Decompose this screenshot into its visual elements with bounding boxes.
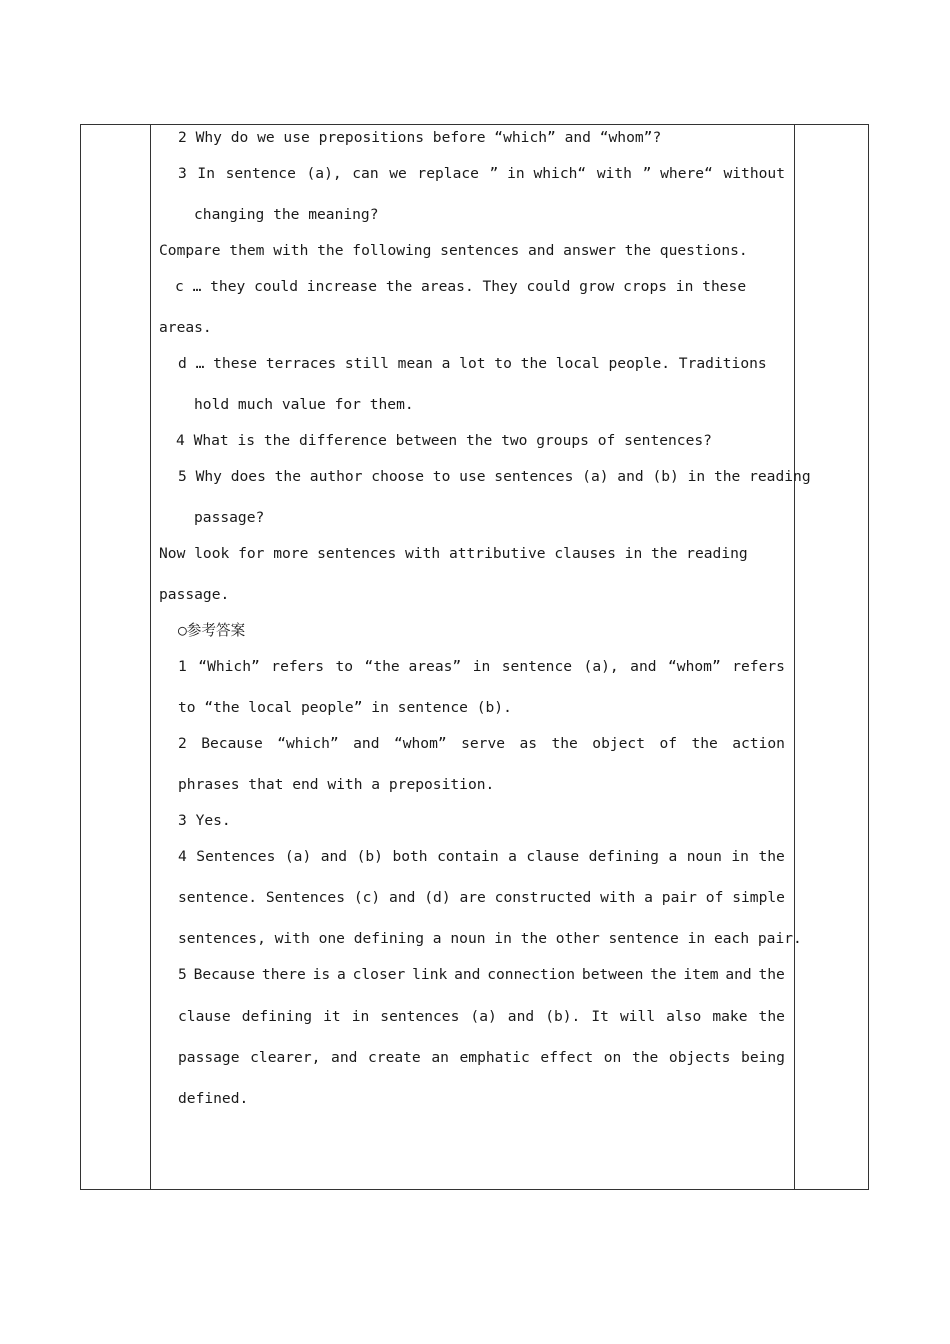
answer-4-line3: sentences, with one defining a noun in the other sentence in each pair. — [178, 930, 802, 947]
word: a — [644, 889, 653, 906]
answer-5-line1 — [178, 968, 785, 983]
word: closer — [352, 966, 406, 983]
word: on — [603, 1049, 622, 1066]
word: are — [459, 889, 486, 906]
word: defining — [588, 848, 659, 865]
word: sentences — [380, 1008, 460, 1025]
word: 1 — [178, 658, 187, 675]
word: between — [581, 966, 644, 983]
column-divider-right — [794, 125, 795, 1189]
word: item — [683, 966, 719, 983]
word: both — [392, 848, 428, 865]
word: Sentences — [265, 889, 345, 906]
word: effect — [540, 1049, 594, 1066]
word: can — [352, 165, 379, 182]
column-divider-left — [150, 125, 151, 1189]
word: a — [508, 848, 517, 865]
word: constructed — [494, 889, 592, 906]
word: ” where“ — [642, 165, 713, 182]
word: simple — [732, 889, 785, 906]
word: (a), — [306, 165, 342, 182]
word: In — [197, 165, 215, 182]
word: the — [551, 735, 578, 752]
word: a — [668, 848, 678, 865]
word: sentence — [501, 658, 573, 675]
word: the — [758, 848, 785, 865]
word: “whom” — [668, 658, 721, 675]
answer-5-line2 — [178, 1010, 785, 1025]
question-5-line1: 5 Why does the author choose to use sentences (a) and (b) in the reading — [178, 468, 811, 485]
word: of — [659, 735, 678, 752]
sentence-c-line1: c … they could increase the areas. They could grow crops in these — [175, 278, 747, 295]
answer-5-line3 — [178, 1051, 785, 1066]
word: (c) — [353, 889, 381, 906]
word: without — [723, 165, 785, 182]
word: it — [323, 1008, 341, 1025]
word: in — [731, 848, 749, 865]
word: to — [335, 658, 354, 675]
word: also — [666, 1008, 702, 1025]
word: passage — [178, 1049, 240, 1066]
word: create — [368, 1049, 421, 1066]
word: is — [312, 966, 331, 983]
word: being — [741, 1049, 785, 1066]
answer-2-line2: phrases that end with a preposition. — [178, 776, 495, 793]
word: with — [600, 889, 636, 906]
word: refers — [271, 658, 324, 675]
sentence-d-line1: d … these terraces still mean a lot to the local people. Traditions — [178, 355, 767, 372]
word: (a) — [470, 1008, 497, 1025]
word: the — [631, 1049, 659, 1066]
question-2: 2 Why do we use prepositions before “which” and “whom”? — [178, 129, 662, 146]
word: defining — [241, 1008, 313, 1025]
answer-5-line4: defined. — [178, 1090, 249, 1107]
word: (d) — [424, 889, 451, 906]
word: 2 — [178, 735, 187, 752]
word: with — [596, 165, 632, 182]
answer-4-line2 — [178, 891, 785, 906]
word: an — [431, 1049, 449, 1066]
word: connection — [487, 966, 576, 983]
answer-4-line1 — [178, 850, 785, 865]
question-4: 4 What is the difference between the two groups of sentences? — [176, 432, 712, 449]
word: object — [592, 735, 645, 752]
word: the — [650, 966, 677, 983]
word: a — [337, 966, 346, 983]
answers-heading: ○参考答案 — [178, 622, 246, 639]
word: noun — [686, 848, 722, 865]
word: Because — [193, 966, 256, 983]
word: and — [389, 889, 416, 906]
answer-2-line1 — [178, 737, 785, 752]
word: It — [591, 1008, 609, 1025]
compare-instruction: Compare them with the following sentences and answer the questions. — [159, 242, 748, 259]
word: and — [331, 1049, 358, 1066]
word: will — [619, 1008, 656, 1025]
word: make — [712, 1008, 748, 1025]
question-3-line1 — [178, 167, 785, 182]
word: (b). — [545, 1008, 581, 1025]
reading-instruction-line2: passage. — [159, 586, 230, 603]
sentence-c-line2: areas. — [159, 319, 212, 336]
word: refers — [732, 658, 785, 675]
word: there — [261, 966, 306, 983]
word: (a) — [284, 848, 312, 865]
word: objects — [668, 1049, 731, 1066]
question-5-line2: passage? — [194, 509, 265, 526]
word: ” in which“ — [489, 165, 587, 182]
word: “which” — [277, 735, 339, 752]
word: link — [412, 966, 448, 983]
answer-1-line2: to “the local people” in sentence (b). — [178, 699, 512, 716]
word: 4 — [178, 848, 187, 865]
word: (a), — [583, 658, 619, 675]
word: 3 — [178, 165, 187, 182]
word: Because — [201, 735, 263, 752]
word: replace — [417, 165, 479, 182]
word: 5 — [178, 966, 187, 983]
answer-1-line1 — [178, 660, 785, 675]
word: sentence. — [178, 889, 258, 906]
word: sentence — [225, 165, 296, 182]
reading-instruction-line1: Now look for more sentences with attributive clauses in the reading — [159, 545, 748, 562]
word: and — [353, 735, 380, 752]
word: as — [519, 735, 538, 752]
word: in — [472, 658, 491, 675]
answer-3: 3 Yes. — [178, 812, 231, 829]
sentence-d-line2: hold much value for them. — [194, 396, 414, 413]
word: action — [732, 735, 785, 752]
word: and — [725, 966, 752, 983]
word: in — [351, 1008, 370, 1025]
word: emphatic — [459, 1049, 530, 1066]
word: and — [507, 1008, 535, 1025]
word: “the areas” — [364, 658, 462, 675]
word: the — [758, 1008, 785, 1025]
question-3-line2: changing the meaning? — [194, 206, 379, 223]
word: contain — [437, 848, 499, 865]
word: and — [454, 966, 481, 983]
word: and — [630, 658, 657, 675]
word: clause — [178, 1008, 231, 1025]
word: the — [758, 966, 785, 983]
word: clearer, — [250, 1049, 321, 1066]
word: serve — [461, 735, 506, 752]
word: (b) — [356, 848, 383, 865]
word: Sentences — [196, 848, 276, 865]
word: “whom” — [393, 735, 447, 752]
word: clause — [526, 848, 580, 865]
word: of — [705, 889, 724, 906]
word: we — [389, 165, 407, 182]
word: the — [691, 735, 718, 752]
word: and — [320, 848, 348, 865]
word: “Which” — [198, 658, 260, 675]
word: pair — [661, 889, 697, 906]
